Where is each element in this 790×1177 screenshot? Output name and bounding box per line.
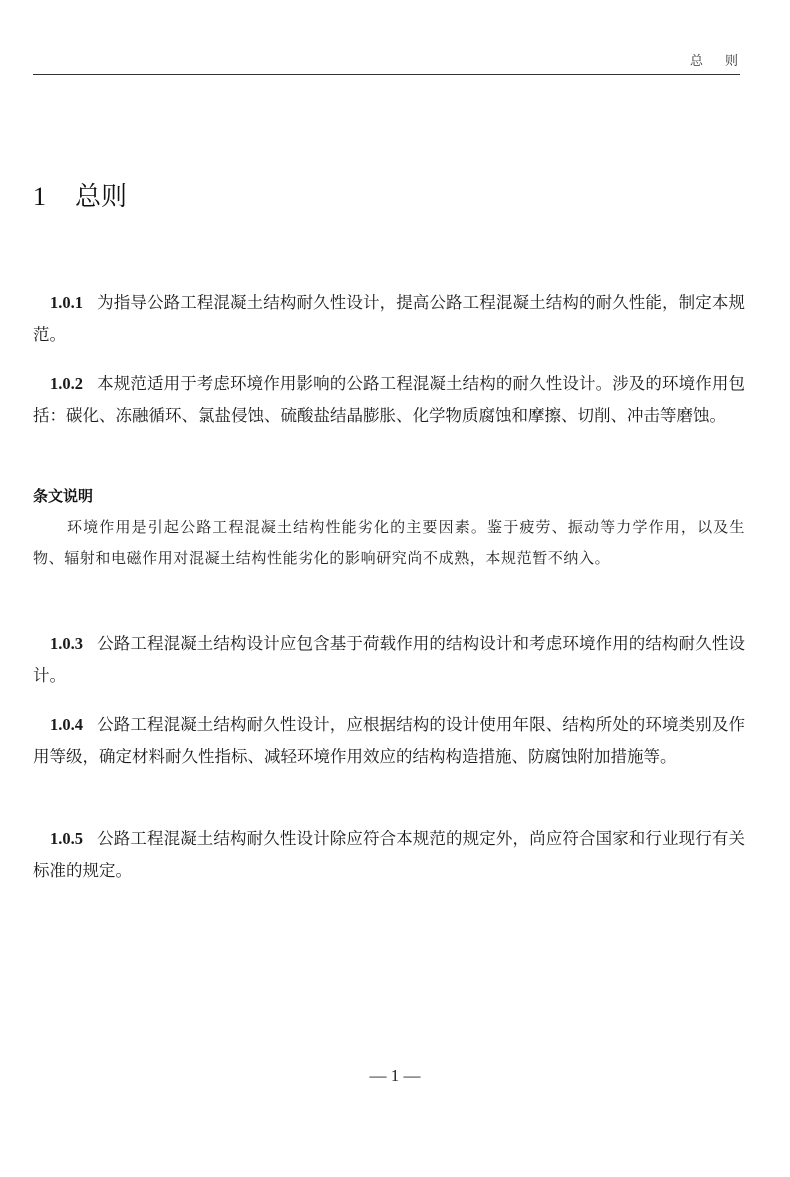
running-header <box>33 46 760 75</box>
clause-number: 1.0.3 <box>50 634 83 653</box>
clause-1-0-3 <box>33 628 745 692</box>
clause-1-0-1 <box>33 287 745 351</box>
clause-number: 1.0.4 <box>50 715 83 734</box>
clause-text: 公路工程混凝土结构耐久性设计除应符合本规范的规定外，尚应符合国家和行业现行有关标准的规定。 <box>33 829 745 880</box>
clause-text: 公路工程混凝土结构耐久性设计，应根据结构的设计使用年限、结构所处的环境类别及作用等级，确定材料耐久性指标、减轻环境作用效应的结构构造措施、防腐蚀附加措施等。 <box>33 715 745 766</box>
clause-number: 1.0.5 <box>50 829 83 848</box>
page-number: — 1 — <box>369 1066 421 1085</box>
chapter-title <box>33 176 127 213</box>
clause-number: 1.0.2 <box>50 374 83 393</box>
clause-1-0-5 <box>33 823 745 887</box>
commentary-body: 环境作用是引起公路工程混凝土结构性能劣化的主要因素。鉴于疲劳、振动等力学作用，以及生物、辐射和电磁作用对混凝土结构性能劣化的影响研究尚不成熟，本规范暂不纳入。 <box>33 518 745 567</box>
chapter-title-text: 总则 <box>75 182 128 212</box>
clause-1-0-2 <box>33 368 745 432</box>
clause-text: 为指导公路工程混凝土结构耐久性设计，提高公路工程混凝土结构的耐久性能，制定本规范。 <box>33 293 745 344</box>
clause-text: 公路工程混凝土结构设计应包含基于荷载作用的结构设计和考虑环境作用的结构耐久性设计。 <box>33 634 745 685</box>
commentary-heading: 条文说明 <box>33 487 94 505</box>
clause-1-0-4 <box>33 709 745 773</box>
clause-number: 1.0.1 <box>50 293 83 312</box>
chapter-number: 1 <box>33 182 46 211</box>
running-header-title: 总则 <box>689 54 760 69</box>
clause-text: 本规范适用于考虑环境作用影响的公路工程混凝土结构的耐久性设计。涉及的环境作用包括：碳化、冻融循环、氯盐侵蚀、硫酸盐结晶膨胀、化学物质腐蚀和摩擦、切削、冲击等磨蚀。 <box>33 374 745 425</box>
